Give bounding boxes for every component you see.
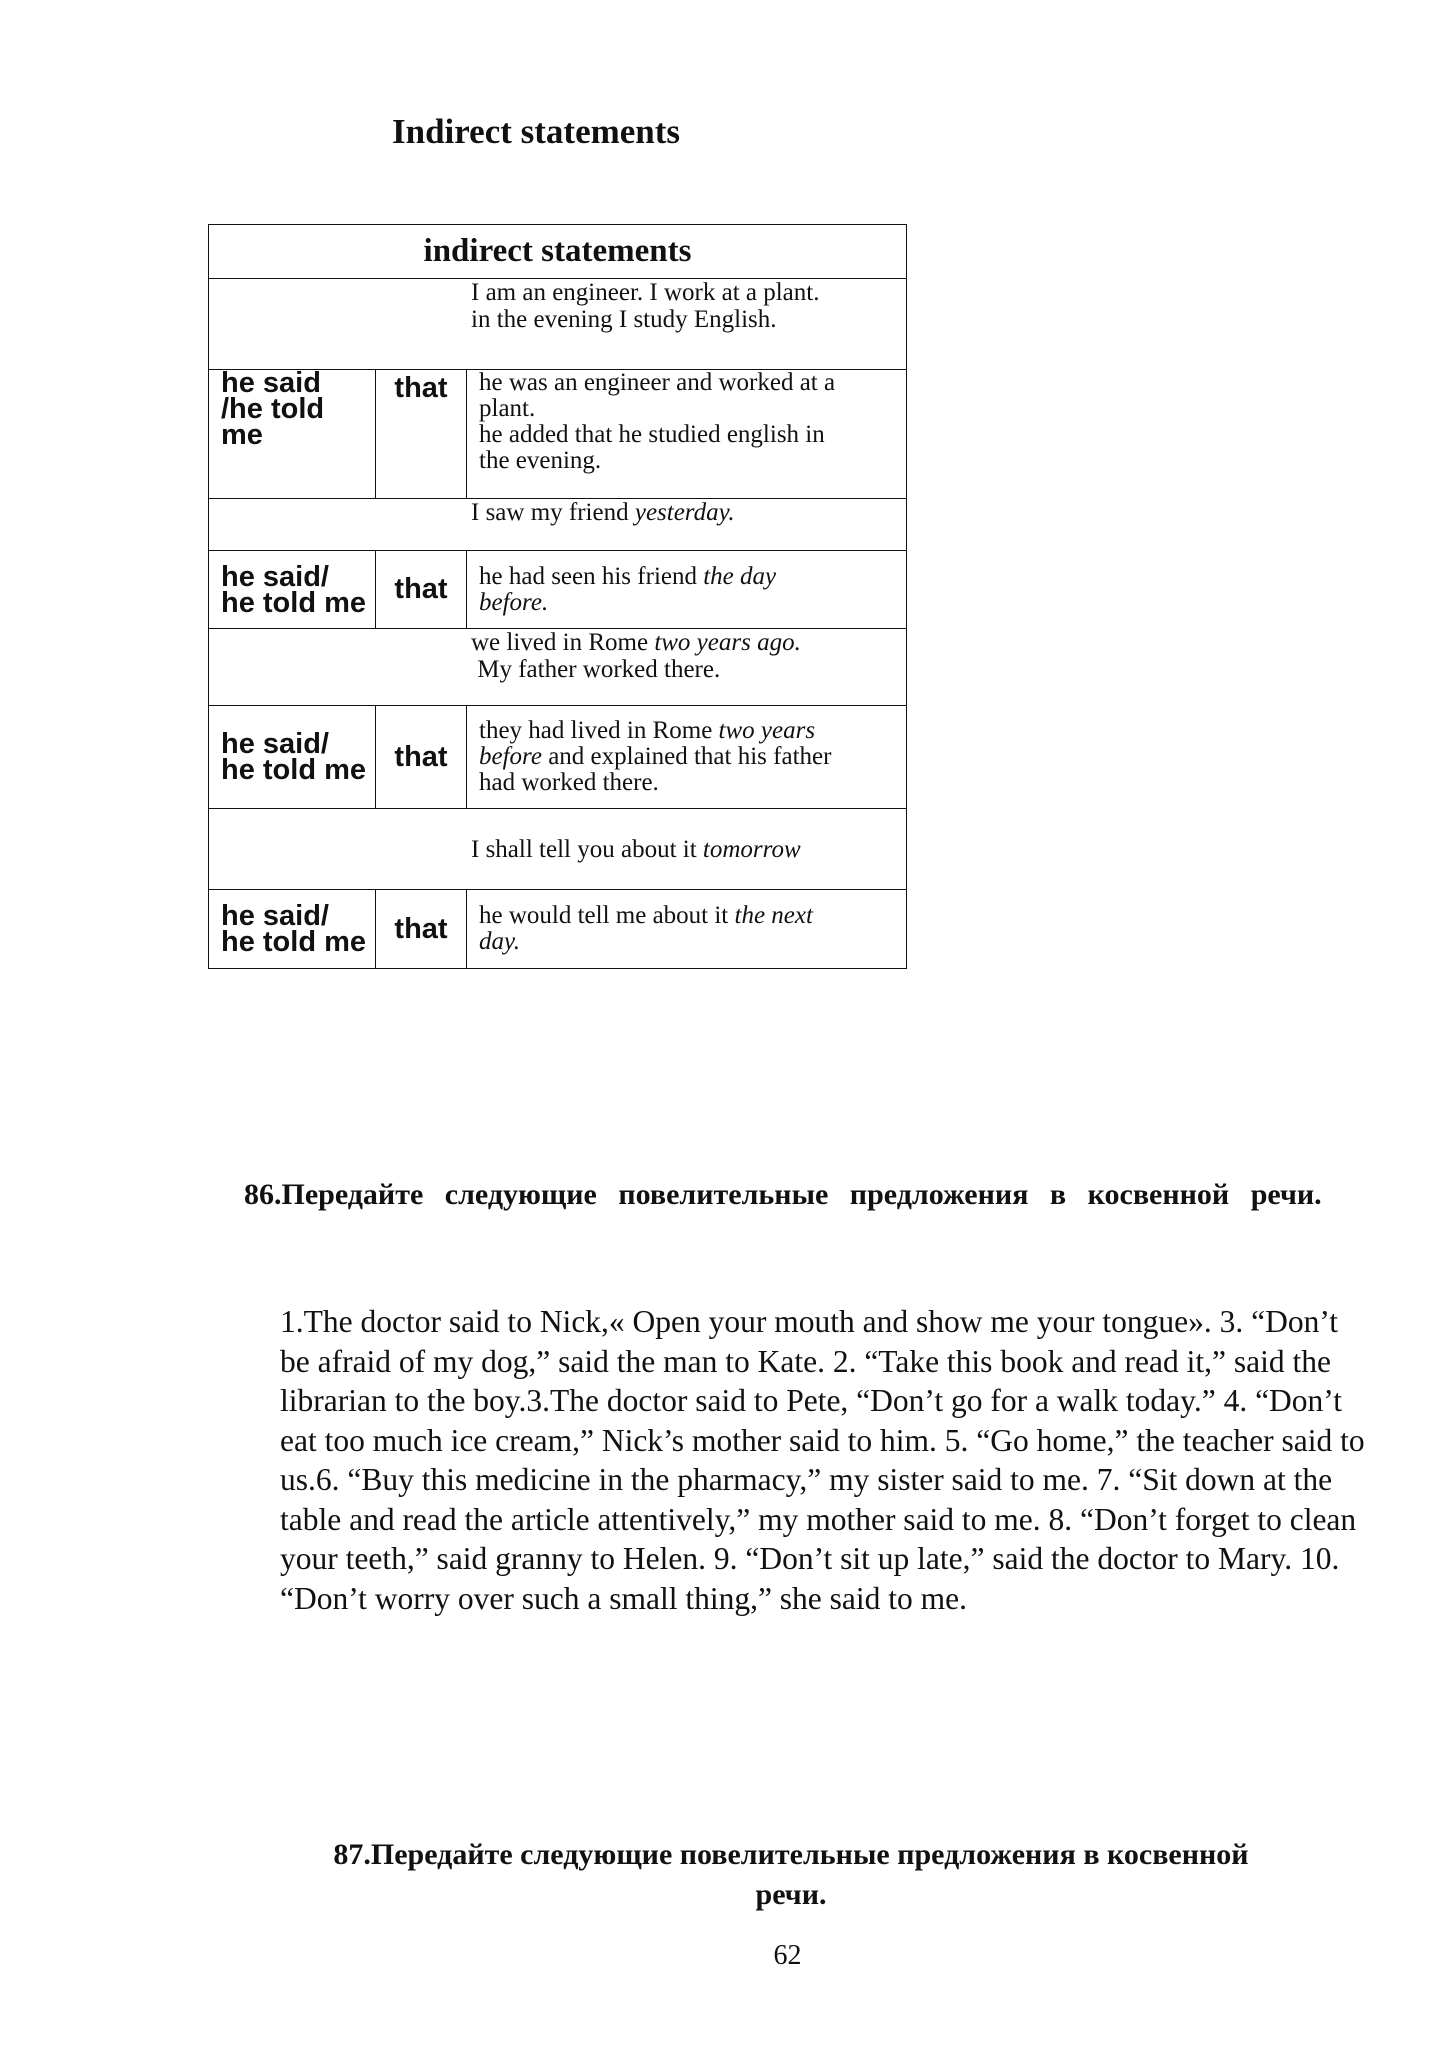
exercise-87-heading-line: речи. [755,1878,827,1911]
indirect-speech-line: he added that he studied english in [479,421,825,448]
indirect-speech-cell [467,370,907,499]
indirect-speech-text: he would tell me about it [479,902,735,929]
reporting-subject-line: he told me [221,586,367,619]
indirect-statements-table [208,224,907,969]
time-expression: before [479,743,542,770]
time-expression: yesterday. [634,499,735,526]
direct-speech-text: I saw my friend [471,499,635,526]
table-row [209,551,907,629]
table-row [209,706,907,809]
table-heading-row [209,225,907,279]
reporting-subject-line: he said [221,367,321,399]
indirect-speech-text: they had lived in Rome [479,717,719,744]
direct-speech-line: I am an engineer. I work at a plant. [471,279,820,306]
table-row [209,370,907,499]
table-row [209,890,907,969]
direct-speech-text: I shall tell you about it [471,835,703,863]
time-expression: the day [703,562,777,590]
reporting-subject-cell [209,890,376,969]
table-row [209,499,907,551]
indirect-speech-line: he was an engineer and worked at a [479,369,836,396]
page-number [0,1940,1450,1972]
indirect-speech-line: plant. [479,395,536,422]
table-row [209,809,907,890]
page-title: Indirect statements [392,112,681,151]
conjunction-cell: that [376,370,467,499]
time-expression: day. [479,928,520,955]
time-expression: two years ago. [654,629,801,656]
reporting-subject-line: he told me [221,926,367,958]
exercise-86-heading [208,1175,1374,1215]
indirect-speech-cell [467,706,907,809]
time-expression: the next [734,902,813,929]
reporting-subject-cell [209,706,376,809]
indirect-speech-cell [467,551,907,629]
exercise-86-heading-text: 86.Передайте следующие повелительные предложения в косвенной речи. [244,1178,1322,1211]
time-expression: before. [479,588,549,616]
reporting-subject-cell [209,367,376,499]
direct-speech-text: we lived in Rome [471,629,655,656]
reporting-subject-line: he said/ [221,560,329,593]
exercise-87-heading [208,1835,1374,1915]
reporting-subject-line: me [221,419,263,451]
direct-speech-cell [209,809,907,890]
indirect-speech-line: the evening. [479,447,602,474]
time-expression: two years [718,717,816,744]
reporting-subject-line: /he told [221,393,325,425]
direct-speech-cell [209,279,907,370]
time-expression: tomorrow [702,835,801,863]
conjunction-cell: that [376,551,467,629]
indirect-speech-line: had worked there. [479,769,659,796]
reporting-subject-line: he said/ [221,900,329,932]
indirect-speech-cell [467,890,907,969]
page-number-text: 62 [773,1940,802,1971]
table-row [209,629,907,706]
reporting-subject-line: he told me [221,754,367,786]
direct-speech-line: in the evening I study English. [471,306,777,333]
direct-speech-line: My father worked there. [471,656,721,683]
conjunction-cell: that [376,706,467,809]
exercise-87-heading-line: 87.Передайте следующие повелительные предложения в косвенной [333,1838,1249,1871]
conjunction-cell: that [376,890,467,969]
reporting-subject-cell [209,551,376,629]
indirect-speech-text: and explained that his father [541,743,832,770]
reporting-subject-line: he said/ [221,728,329,760]
table-row [209,279,907,370]
exercise-86-body: 1.The doctor said to Nick,« Open your mouth and show me your tongue». 3. “Don’t be afraid of my dog,” said the man to Kate. 2. “Take this book and read it,” said the librarian to the boy.3.The doctor said to Pete, “Don’t go for a walk today.” 4. “Don’t eat too much ice cream,” Nick’s mother said to him. 5. “Go home,” the teacher said to us.6. “Buy this medicine in the pharmacy,” my sister said to me. 7. “Sit down at the table and read the article attentively,” my mother said to me. 8. “Don’t forget to clean your teeth,” said granny to Helen. 9. “Don’t sit up late,” said the doctor to Mary. 10. “Don’t worry over such a small thing,” she said to me. [280,1304,1365,1616]
table-heading: indirect statements [209,225,907,279]
direct-speech-cell [209,499,907,551]
indirect-speech-text: he had seen his friend [479,562,704,590]
direct-speech-cell [209,629,907,706]
